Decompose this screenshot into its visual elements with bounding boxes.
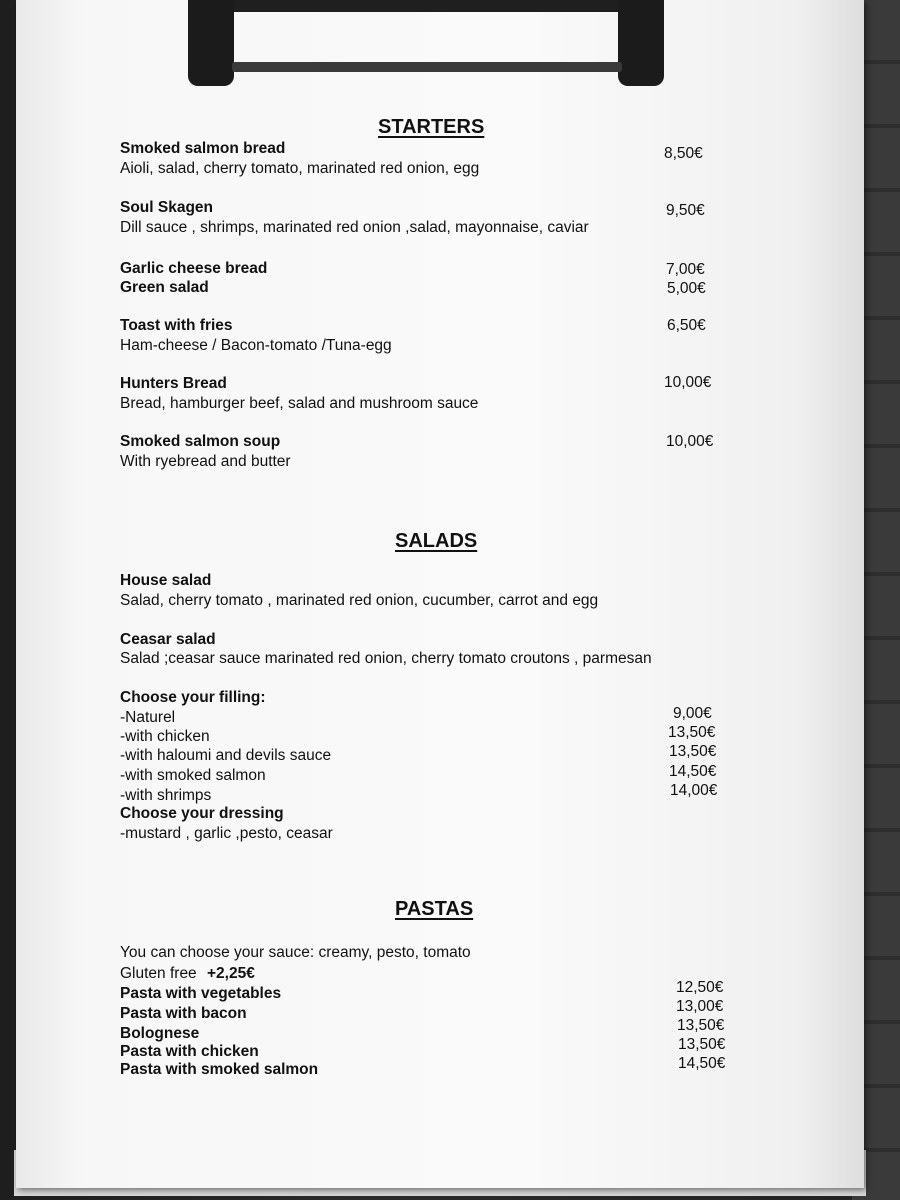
pasta-name: Pasta with bacon xyxy=(120,1005,247,1022)
starter-price: 10,00€ xyxy=(666,433,714,450)
dressing-label: Choose your dressing xyxy=(120,805,284,822)
starter-price: 9,50€ xyxy=(666,202,705,219)
pasta-name: Pasta with chicken xyxy=(120,1043,259,1060)
dressing-options: -mustard , garlic ,pesto, ceasar xyxy=(120,825,333,842)
pasta-name: Pasta with smoked salmon xyxy=(120,1061,319,1078)
starter-desc: Bread, hamburger beef, salad and mushroom sauce xyxy=(120,395,479,412)
starter-name: Smoked salmon bread xyxy=(120,140,286,157)
pasta-price: 14,50€ xyxy=(678,1055,726,1072)
pasta-price: 13,50€ xyxy=(677,1017,725,1034)
starter-desc: Dill sauce , shrimps, marinated red onion ,salad, mayonnaise, caviar xyxy=(120,219,589,236)
gluten-free-price: +2,25€ xyxy=(207,965,255,982)
starter-name: Garlic cheese bread xyxy=(120,260,268,277)
filling-option: -with haloumi and devils sauce xyxy=(120,747,332,764)
starter-name: Toast with fries xyxy=(120,317,233,334)
gluten-free-label: Gluten free xyxy=(120,965,197,982)
house-salad-name: House salad xyxy=(120,572,212,589)
filling-label: Choose your filling: xyxy=(120,689,266,706)
pasta-price: 13,00€ xyxy=(676,998,724,1015)
starter-name: Hunters Bread xyxy=(120,375,227,392)
pasta-price: 13,50€ xyxy=(678,1036,726,1053)
starter-price: 6,50€ xyxy=(667,317,706,334)
filling-price: 13,50€ xyxy=(669,743,717,760)
starter-name: Soul Skagen xyxy=(120,199,214,216)
filling-price: 14,50€ xyxy=(669,763,717,780)
starters-heading: STARTERS xyxy=(378,116,485,138)
filling-option: -with smoked salmon xyxy=(120,767,266,784)
gluten-free-row xyxy=(120,964,255,983)
starter-name: Green salad xyxy=(120,279,209,296)
house-salad-desc: Salad, cherry tomato , marinated red onion, cucumber, carrot and egg xyxy=(120,592,599,609)
filling-price: 14,00€ xyxy=(670,782,718,799)
sauce-note: You can choose your sauce: creamy, pesto, tomato xyxy=(120,944,471,961)
starter-desc: Aioli, salad, cherry tomato, marinated red onion, egg xyxy=(120,160,480,177)
filling-option: -with chicken xyxy=(120,728,210,745)
salads-heading: SALADS xyxy=(395,530,478,552)
pasta-price: 12,50€ xyxy=(676,979,724,996)
pasta-name: Pasta with vegetables xyxy=(120,985,282,1002)
starter-price: 7,00€ xyxy=(666,261,705,278)
filling-price: 13,50€ xyxy=(668,724,716,741)
starter-desc: With ryebread and butter xyxy=(120,453,291,470)
pasta-name: Bolognese xyxy=(120,1025,200,1042)
starter-desc: Ham-cheese / Bacon-tomato /Tuna-egg xyxy=(120,337,392,354)
ceasar-salad-name: Ceasar salad xyxy=(120,631,216,648)
filling-price: 9,00€ xyxy=(673,705,712,722)
filling-option: -Naturel xyxy=(120,709,176,726)
starter-price: 8,50€ xyxy=(664,145,703,162)
ceasar-salad-desc: Salad ;ceasar sauce marinated red onion, cherry tomato croutons , parmesan xyxy=(120,650,652,667)
starter-name: Smoked salmon soup xyxy=(120,433,281,450)
starter-price: 10,00€ xyxy=(664,374,712,391)
starter-price: 5,00€ xyxy=(667,280,706,297)
filling-option: -with shrimps xyxy=(120,787,212,804)
pastas-heading: PASTAS xyxy=(395,898,474,920)
